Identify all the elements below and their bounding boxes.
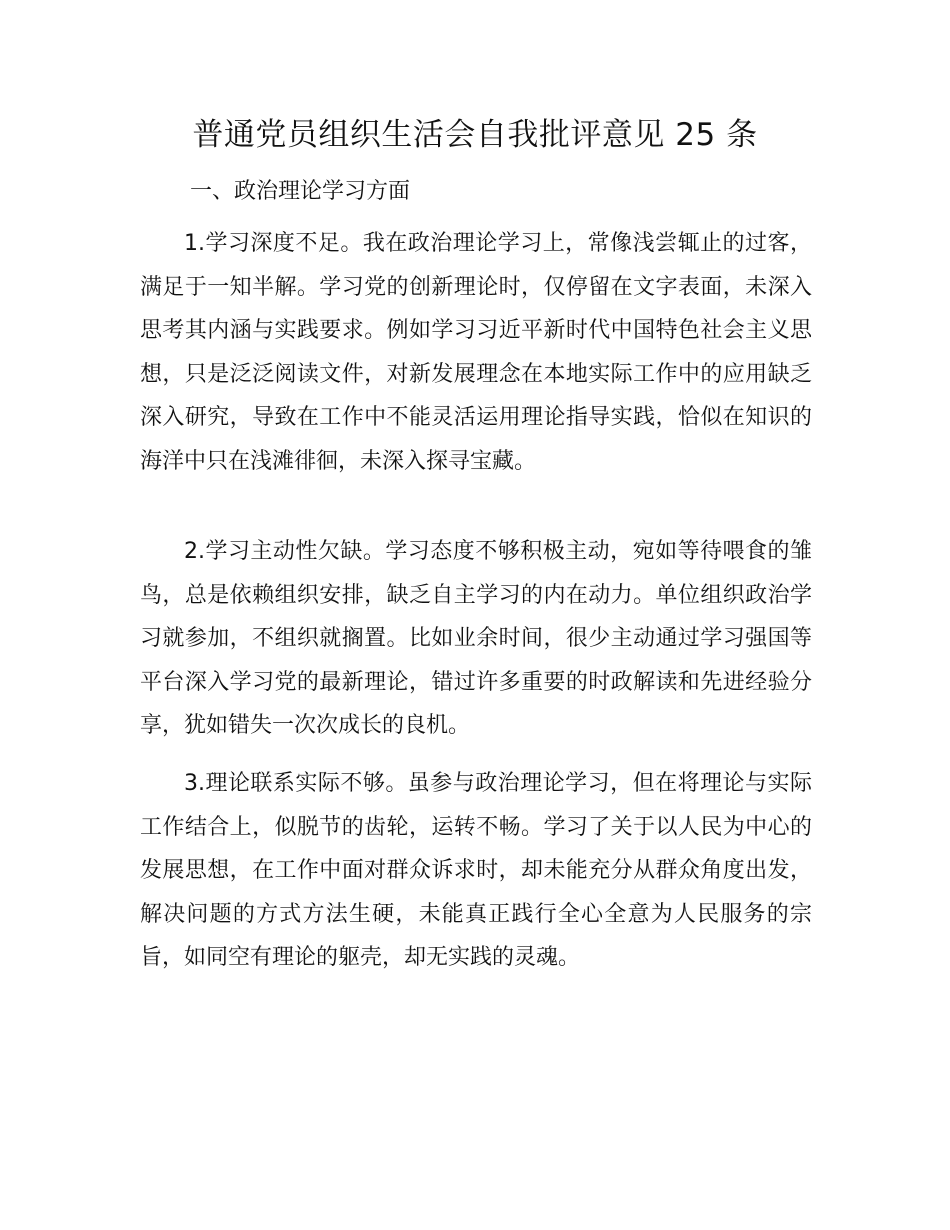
paragraph-text: 2.学习主动性欠缺。学习态度不够积极主动，宛如等待喂食的雏鸟，总是依赖组织安排，缺乏自主学习的内在动力。单位组织政治学习就参加，不组织就搁置。比如业余时间，很少主动通过学习强国等平台深入学习党的最新理论，错过许多重要的时政解读和先进经验分享，犹如错失一次次成长的良机。 xyxy=(140,539,812,739)
paragraph-3 xyxy=(140,762,812,980)
paragraph-text: 3.理论联系实际不够。虽参与政治理论学习，但在将理论与实际工作结合上，似脱节的齿轮，运转不畅。学习了关于以人民为中心的发展思想，在工作中面对群众诉求时，却未能充分从群众角度出发，解决问题的方式方法生硬，未能真正践行全心全意为人民服务的宗旨，如同空有理论的躯壳，却无实践的灵魂。 xyxy=(140,771,812,971)
paragraph-1 xyxy=(140,222,812,484)
paragraph-2 xyxy=(140,530,812,748)
section-heading: 一、政治理论学习方面 xyxy=(190,179,411,204)
paragraph-text: 1.学习深度不足。我在政治理论学习上，常像浅尝辄止的过客，满足于一知半解。学习党的创新理论时，仅停留在文字表面，未深入思考其内涵与实践要求。例如学习习近平新时代中国特色社会主义思想，只是泛泛阅读文件，对新发展理念在本地实际工作中的应用缺乏深入研究，导致在工作中不能灵活运用理论指导实践，恰似在知识的海洋中只在浅滩徘徊，未深入探寻宝藏。 xyxy=(140,231,812,474)
document-title: 普通党员组织生活会自我批评意见 25 条 xyxy=(192,117,758,153)
